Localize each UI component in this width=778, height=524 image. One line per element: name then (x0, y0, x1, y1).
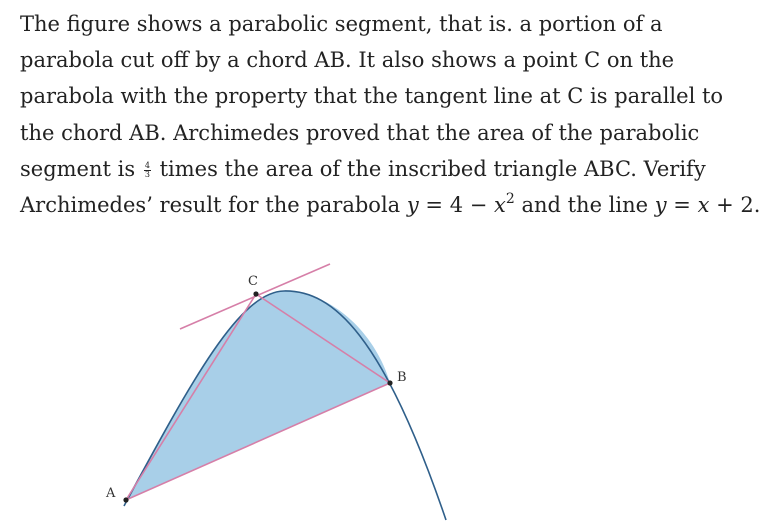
problem-line-6-start: Archimedes’ result for the parabola (20, 193, 401, 218)
parabolic-segment-figure (18, 250, 558, 524)
point-b (387, 380, 392, 385)
parabola-eq-x: x (494, 193, 506, 218)
problem-line-2: parabola cut off by a chord AB. It also shows a point C on the (20, 48, 675, 73)
point-a (123, 497, 128, 502)
problem-line-4: the chord AB. Archimedes proved that the area of the parabolic (20, 120, 700, 145)
line-eq-y: y (654, 193, 667, 218)
point-c (253, 291, 258, 296)
parabola-eq-mid: = 4 − (418, 193, 495, 218)
fraction-denominator: 3 (144, 169, 150, 179)
line-eq-mid: = (666, 193, 698, 218)
problem-line-5-end: times the area of the inscribed triangle ABC. Verify (159, 156, 706, 181)
fraction-numerator: 4 (144, 160, 150, 170)
label-a: A (106, 486, 116, 501)
problem-line-5 (20, 151, 765, 187)
problem-line-5-start: segment is (20, 156, 136, 181)
problem-line-6 (20, 187, 765, 223)
problem-line-1: The figure shows a parabolic segment, that is. a portion of a (20, 12, 663, 36)
parabola-eq-exponent: 2 (505, 191, 515, 208)
problem-line-3: parabola with the property that the tangent line at C is parallel to (20, 84, 724, 109)
line-eq-rhs: + 2. (709, 193, 761, 218)
fraction-four-thirds (144, 162, 151, 179)
label-b: B (397, 370, 407, 385)
problem-line-6-middle: and the line (514, 193, 655, 218)
label-c: C (248, 274, 258, 289)
line-eq-x: x (697, 193, 710, 218)
parabola-eq-y: y (406, 193, 419, 218)
problem-statement (20, 6, 765, 223)
parabolic-segment-fill (126, 291, 390, 500)
